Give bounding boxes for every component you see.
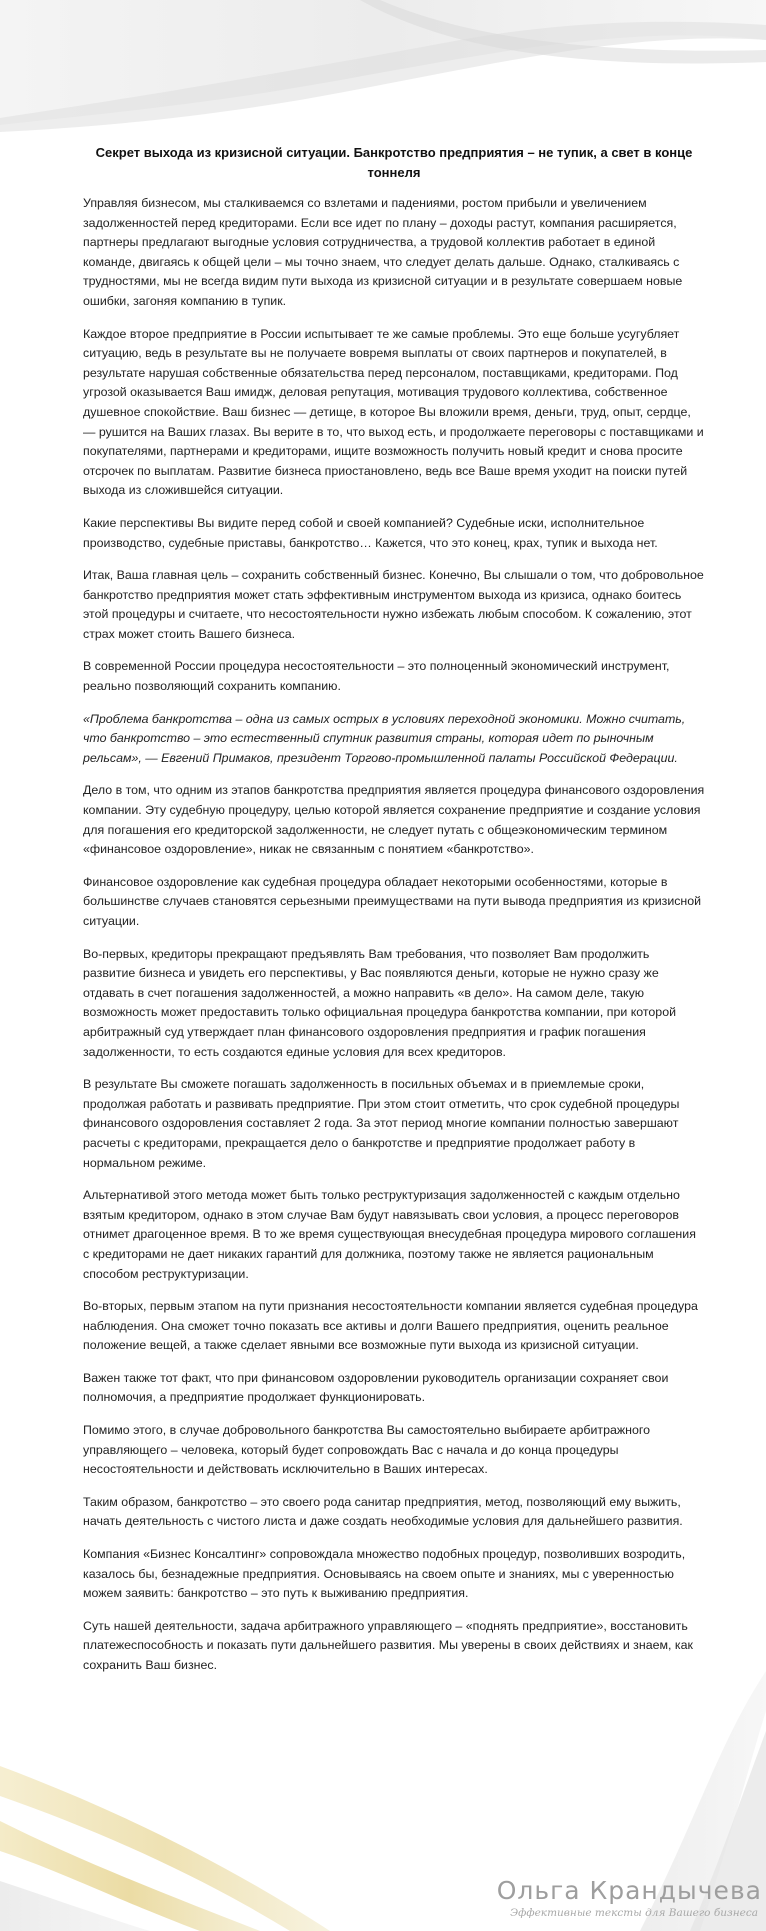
top-swoosh-decoration: [0, 0, 766, 150]
paragraph: Каждое второе предприятие в России испытывает те же самые проблемы. Это еще больше усугубляет ситуацию, ведь в результате вы не получаете вовремя выплаты от своих партнеров и покупателей, в результате нарушая собственные обязательства перед персоналом, поставщиками, кредиторами. Под угрозой оказывается Ваш имидж, деловая репутация, мотивация трудового коллектива, собственное душевное спокойствие. Ваш бизнес — детище, в которое Вы вложили время, деньги, труд, опыт, сердце, — рушится на Ваших глазах. Вы верите в то, что выход есть, и продолжаете переговоры с поставщиками и покупателями, партнерами и кредиторами, ищите возможность получить новый кредит и снова просите отсрочек по выплатам. Развитие бизнеса приостановлено, ведь все Ваше время уходит на поиски путей выхода из сложившейся ситуации.: [83, 326, 704, 498]
paragraph: Альтернативой этого метода может быть только реструктуризация задолженностей с каждым отдельно взятым кредитором, однако в этом случае Вам будут навязывать свои условия, а процесс переговоров отнимет драгоценное время. В то же время существующая внесудебная процедура мирового соглашения с кредиторами не дает никаких гарантий для должника, поэтому также не является рациональным способом реструктуризации.: [83, 1188, 696, 1281]
paragraph: Суть нашей деятельности, задача арбитражного управляющего – «поднять предприятие», восстановить платежеспособность и показать пути дальнейшего развития. Мы уверены в своих действиях и знаем, как сохранить Ваш бизнес.: [83, 1618, 693, 1672]
paragraph: Дело в том, что одним из этапов банкротства предприятия является процедура финансового оздоровления компании. Эту судебную процедуру, целью которой является сохранение предприятие и создание условия для погашения его кредиторской задолженности, не следует путать с общеэкономическим термином «финансовое оздоровление», никак не связанным с понятием «банкротство».: [83, 783, 705, 857]
paragraph: Помимо этого, в случае добровольного банкротства Вы самостоятельно выбираете арбитражного управляющего – человека, который будет сопровождать Вас с начала и до конца процедуры несостоятельности и действовать исключительно в Ваших интересах.: [83, 1423, 651, 1477]
paragraph: В современной России процедура несостоятельности – это полноценный экономический инструмент, реально позволяющий сохранить компанию.: [83, 659, 670, 694]
author-name: Ольга Крандычева: [496, 1876, 762, 1905]
paragraph-list: [83, 194, 705, 1676]
author-signature: [472, 1876, 762, 1919]
paragraph: Во-вторых, первым этапом на пути признания несостоятельности компании является судебная процедура наблюдения. Она сможет точно показать все активы и долги Вашего предприятия, оценить реальное положение вещей, а также сделает явными все возможные пути выхода из кризисной ситуации.: [83, 1299, 698, 1353]
author-tagline: Эффективные тексты для Вашего бизнеса: [510, 1907, 758, 1919]
paragraph: Итак, Ваша главная цель – сохранить собственный бизнес. Конечно, Вы слышали о том, что добровольное банкротство предприятия может стать эффективным инструментом выхода из кризиса, однако боитесь этой процедуры и считаете, что несостоятельности нужно избежать любым способом. К сожалению, этот страх может стоить Вашего бизнеса.: [83, 568, 704, 641]
paragraph: Во-первых, кредиторы прекращают предъявлять Вам требования, что позволяет Вам продолжить развитие бизнеса и увидеть его перспективы, у Вас появляются деньги, которые не нужно сразу же отдавать в счет погашения задолженностей, а можно направить «в дело». На самом деле, такую возможность может предоставить только официальная процедура банкротства компании, при которой арбитражный суд утверждает план финансового оздоровления предприятия и график погашения задолженности, то есть создаются единые условия для всех кредиторов.: [83, 946, 677, 1059]
paragraph: «Проблема банкротства – одна из самых острых в условиях переходной экономики. Можно считать, что банкротство – это естественный спутник развития страны, которая идет по рыночным рельсам», — Евгений Примаков, президент Торгово-промышленной палаты Российской Федерации.: [83, 711, 686, 765]
paragraph: Управляя бизнесом, мы сталкиваемся со взлетами и падениями, ростом прибыли и увеличением задолженностей перед кредиторами. Если все идет по плану – доходы растут, компания расширяется, партнеры предлагают выгодные условия сотрудничества, а трудовой коллектив работает в единой команде, двигаясь к общей цели – мы точно знаем, что следует делать дальше. Однако, сталкиваясь с трудностями, мы не всегда видим пути выхода из кризисной ситуации и в результате совершаем новые ошибки, загоняя компанию в тупик.: [83, 196, 683, 308]
article-title: Секрет выхода из кризисной ситуации. Банкротство предприятия – не тупик, а свет в конце тоннеля: [95, 145, 693, 180]
paragraph: Таким образом, банкротство – это своего рода санитар предприятия, метод, позволяющий ему выжить, начать деятельность с чистого листа и даже создать необходимые условия для дальнейшего развития.: [83, 1494, 683, 1529]
paragraph: В результате Вы сможете погашать задолженность в посильных объемах и в приемлемые сроки, продолжая работать и развивать предприятие. При этом стоит отметить, что срок судебной процедуры финансового оздоровления составляет 2 года. За этот период многие компании полностью завершают расчеты с кредиторами, прекращается дело о банкротстве и предприятие продолжает работу в нормальном режиме.: [83, 1077, 680, 1170]
paragraph: Важен также тот факт, что при финансовом оздоровлении руководитель организации сохраняет свои полномочия, а предприятие продолжает функционировать.: [83, 1370, 669, 1405]
paragraph: Какие перспективы Вы видите перед собой и своей компанией? Судебные иски, исполнительное производство, судебные приставы, банкротство… Кажется, что это конец, крах, тупик и выхода нет.: [83, 515, 658, 550]
paragraph: Компания «Бизнес Консалтинг» сопровождала множество подобных процедур, позволивших возродить, казалось бы, безнадежные предприятия. Основываясь на своем опыте и знаниях, мы с уверенностью можем заявить: банкротство – это путь к выживанию предприятия.: [83, 1547, 686, 1601]
paragraph: Финансовое оздоровление как судебная процедура обладает некоторыми особенностями, которые в большинстве случаев становятся серьезными преимуществами на пути вывода предприятия из кризисной ситуации.: [83, 874, 702, 928]
article-body: [83, 143, 705, 1689]
